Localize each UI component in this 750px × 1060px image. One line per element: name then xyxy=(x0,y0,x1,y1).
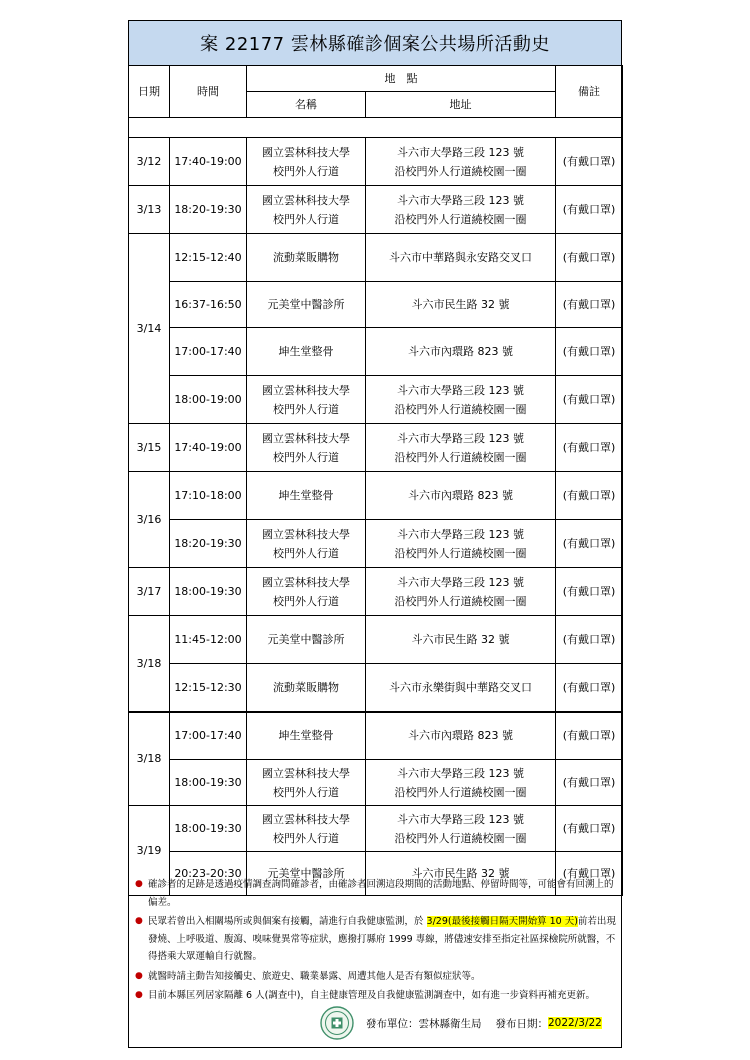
bullet-icon: ● xyxy=(135,990,143,1000)
address-line: 沿校門外人行道繞校園一圈 xyxy=(394,594,527,608)
time-cell: 18:00-19:30 xyxy=(170,568,247,616)
name-cell xyxy=(247,138,366,186)
table-row xyxy=(129,424,623,472)
note-item xyxy=(132,876,618,911)
table-row xyxy=(129,472,623,520)
time-cell: 17:00-17:40 xyxy=(170,328,247,376)
address-cell xyxy=(366,376,556,424)
address-line: 斗六市大學路三段 123 號 xyxy=(397,527,524,541)
address-line: 斗六市民生路 32 號 xyxy=(411,298,510,311)
address-line: 斗六市中華路與永安路交叉口 xyxy=(389,251,532,264)
address-cell xyxy=(366,760,556,806)
table-row xyxy=(129,282,623,328)
name-cell xyxy=(247,616,366,664)
name-cell xyxy=(247,806,366,852)
address-cell xyxy=(366,328,556,376)
name-line: 國立雲林科技大學 xyxy=(262,575,350,589)
time-cell: 17:40-19:00 xyxy=(170,424,247,472)
table-row xyxy=(129,328,623,376)
address-cell xyxy=(366,806,556,852)
date-cell: 3/18 xyxy=(129,712,170,806)
address-cell xyxy=(366,282,556,328)
address-cell xyxy=(366,424,556,472)
remark-cell: (有戴口罩) xyxy=(556,186,623,234)
note-item xyxy=(132,913,618,966)
date-cell: 3/15 xyxy=(129,424,170,472)
name-cell xyxy=(247,186,366,234)
name-cell xyxy=(247,376,366,424)
table-row xyxy=(129,376,623,424)
name-cell xyxy=(247,234,366,282)
highlighted-deadline: 3/29(最後接觸日隔天開始算 10 天) xyxy=(426,916,578,927)
name-line: 校門外人行道 xyxy=(273,450,339,464)
table-row xyxy=(129,234,623,282)
name-line: 坤生堂整骨 xyxy=(278,729,334,743)
address-cell xyxy=(366,664,556,712)
address-line: 斗六市大學路三段 123 號 xyxy=(397,766,524,780)
name-cell xyxy=(247,282,366,328)
address-line: 斗六市大學路三段 123 號 xyxy=(397,575,524,589)
address-line: 斗六市內環路 823 號 xyxy=(408,729,513,743)
name-line: 校門外人行道 xyxy=(273,594,339,608)
name-cell xyxy=(247,568,366,616)
name-line: 校門外人行道 xyxy=(273,164,339,178)
publisher-label: 發布單位：雲林縣衛生局 xyxy=(366,1017,482,1030)
name-line: 元美堂中醫診所 xyxy=(267,298,345,311)
name-cell xyxy=(247,424,366,472)
activity-table xyxy=(128,65,623,896)
address-line: 沿校門外人行道繞校園一圈 xyxy=(394,402,527,416)
name-line: 元美堂中醫診所 xyxy=(267,867,345,880)
address-line: 斗六市內環路 823 號 xyxy=(408,489,513,502)
date-cell: 3/16 xyxy=(129,472,170,568)
time-cell: 20:23-20:30 xyxy=(170,852,247,896)
publish-date-value: 2022/3/22 xyxy=(548,1017,602,1029)
remark-cell: (有戴口罩) xyxy=(556,616,623,664)
note-item xyxy=(132,987,618,1005)
time-cell: 18:00-19:30 xyxy=(170,760,247,806)
address-cell xyxy=(366,186,556,234)
notes-list xyxy=(132,876,618,1007)
footer xyxy=(320,1004,616,1042)
name-line: 國立雲林科技大學 xyxy=(262,145,350,159)
time-cell: 12:15-12:40 xyxy=(170,234,247,282)
table-row xyxy=(129,712,623,760)
header-spacer xyxy=(129,118,623,138)
name-line: 校門外人行道 xyxy=(273,785,339,799)
address-line: 沿校門外人行道繞校園一圈 xyxy=(394,831,527,845)
address-line: 斗六市永樂街與中華路交叉口 xyxy=(389,680,532,694)
note-text: 民眾若曾出入相關場所或與個案有接觸，請進行自我健康監測，於 xyxy=(148,916,427,927)
note-text: 前若出現發燒、上呼吸道、腹瀉、嗅味覺異常等症狀，應撥打縣府 1999 專線，將儘速安排至指定社區採檢院所就醫，不得搭乘大眾運輸自行就醫。 xyxy=(148,916,616,962)
bullet-icon: ● xyxy=(135,970,143,981)
table-row xyxy=(129,664,623,712)
table-row xyxy=(129,760,623,806)
address-cell xyxy=(366,138,556,186)
date-cell: 3/19 xyxy=(129,806,170,896)
note-item xyxy=(132,968,618,986)
time-cell: 18:20-19:30 xyxy=(170,186,247,234)
remark-cell: (有戴口罩) xyxy=(556,376,623,424)
note-text: 就醫時請主動告知接觸史、旅遊史、職業暴露、周遭其他人是否有類似症狀等。 xyxy=(148,970,481,982)
address-cell xyxy=(366,472,556,520)
header-time: 時間 xyxy=(170,66,247,118)
time-cell: 17:10-18:00 xyxy=(170,472,247,520)
bullet-icon: ● xyxy=(135,916,143,926)
address-cell xyxy=(366,234,556,282)
page-title: 案 22177 雲林縣確診個案公共場所活動史 xyxy=(129,21,621,66)
name-line: 坤生堂整骨 xyxy=(278,489,334,502)
address-line: 斗六市大學路三段 123 號 xyxy=(397,812,524,826)
name-line: 流動菜販購物 xyxy=(273,251,339,264)
time-cell: 16:37-16:50 xyxy=(170,282,247,328)
note-text: 目前本縣匡列居家隔離 6 人(調查中)，自主健康管理及自我健康監測調查中，如有進一步資料再補充更新。 xyxy=(148,990,595,1001)
address-line: 斗六市大學路三段 123 號 xyxy=(397,383,524,397)
address-cell xyxy=(366,520,556,568)
date-cell: 3/13 xyxy=(129,186,170,234)
name-line: 國立雲林科技大學 xyxy=(262,812,350,826)
name-cell xyxy=(247,712,366,760)
time-cell: 12:15-12:30 xyxy=(170,664,247,712)
address-line: 斗六市民生路 32 號 xyxy=(411,633,510,646)
name-line: 流動菜販購物 xyxy=(273,680,339,694)
remark-cell: (有戴口罩) xyxy=(556,664,623,712)
name-cell xyxy=(247,472,366,520)
address-cell xyxy=(366,712,556,760)
name-cell xyxy=(247,520,366,568)
remark-cell: (有戴口罩) xyxy=(556,712,623,760)
remark-cell: (有戴口罩) xyxy=(556,852,623,896)
table-row xyxy=(129,616,623,664)
address-line: 斗六市大學路三段 123 號 xyxy=(397,145,524,159)
name-line: 校門外人行道 xyxy=(273,402,339,416)
remark-cell: (有戴口罩) xyxy=(556,520,623,568)
remark-cell: (有戴口罩) xyxy=(556,760,623,806)
health-bureau-seal-icon xyxy=(320,1006,354,1040)
name-line: 校門外人行道 xyxy=(273,546,339,560)
remark-cell: (有戴口罩) xyxy=(556,234,623,282)
header-address: 地址 xyxy=(366,92,556,118)
date-cell: 3/18 xyxy=(129,616,170,712)
table-row xyxy=(129,568,623,616)
name-line: 國立雲林科技大學 xyxy=(262,766,350,780)
name-line: 坤生堂整骨 xyxy=(278,345,334,358)
name-line: 國立雲林科技大學 xyxy=(262,383,350,397)
address-line: 沿校門外人行道繞校園一圈 xyxy=(394,546,527,560)
time-cell: 11:45-12:00 xyxy=(170,616,247,664)
name-line: 國立雲林科技大學 xyxy=(262,527,350,541)
header-location: 地 點 xyxy=(247,66,556,92)
table-row xyxy=(129,520,623,568)
remark-cell: (有戴口罩) xyxy=(556,472,623,520)
time-cell: 18:00-19:30 xyxy=(170,806,247,852)
address-line: 沿校門外人行道繞校園一圈 xyxy=(394,785,527,799)
name-cell xyxy=(247,664,366,712)
time-cell: 17:00-17:40 xyxy=(170,712,247,760)
date-cell: 3/17 xyxy=(129,568,170,616)
remark-cell: (有戴口罩) xyxy=(556,568,623,616)
name-cell xyxy=(247,328,366,376)
address-line: 沿校門外人行道繞校園一圈 xyxy=(394,212,527,226)
name-line: 校門外人行道 xyxy=(273,212,339,226)
time-cell: 17:40-19:00 xyxy=(170,138,247,186)
address-line: 斗六市內環路 823 號 xyxy=(408,345,513,358)
bullet-icon: ● xyxy=(135,879,143,889)
address-cell xyxy=(366,616,556,664)
remark-cell: (有戴口罩) xyxy=(556,328,623,376)
address-line: 沿校門外人行道繞校園一圈 xyxy=(394,164,527,178)
table-row xyxy=(129,138,623,186)
time-cell: 18:00-19:00 xyxy=(170,376,247,424)
time-cell: 18:20-19:30 xyxy=(170,520,247,568)
name-line: 校門外人行道 xyxy=(273,831,339,845)
address-cell xyxy=(366,568,556,616)
date-cell: 3/12 xyxy=(129,138,170,186)
remark-cell: (有戴口罩) xyxy=(556,806,623,852)
header-remark: 備註 xyxy=(556,66,623,118)
address-line: 沿校門外人行道繞校園一圈 xyxy=(394,450,527,464)
address-line: 斗六市大學路三段 123 號 xyxy=(397,193,524,207)
remark-cell: (有戴口罩) xyxy=(556,138,623,186)
table-row xyxy=(129,806,623,852)
table-row xyxy=(129,186,623,234)
publish-date-label: 發布日期： xyxy=(495,1017,548,1030)
header-name: 名稱 xyxy=(247,92,366,118)
remark-cell: (有戴口罩) xyxy=(556,282,623,328)
remark-cell: (有戴口罩) xyxy=(556,424,623,472)
address-line: 斗六市大學路三段 123 號 xyxy=(397,431,524,445)
date-cell: 3/14 xyxy=(129,234,170,424)
header-date: 日期 xyxy=(129,66,170,118)
name-cell xyxy=(247,760,366,806)
name-line: 元美堂中醫診所 xyxy=(267,633,345,646)
name-line: 國立雲林科技大學 xyxy=(262,193,350,207)
address-line: 斗六市民生路 32 號 xyxy=(411,867,510,880)
note-text: 確診者的足跡是透過疫情調查詢問確診者，由確診者回溯這段期間的活動地點、停留時間等，可能會有回溯上的偏差。 xyxy=(148,879,614,908)
name-line: 國立雲林科技大學 xyxy=(262,431,350,445)
